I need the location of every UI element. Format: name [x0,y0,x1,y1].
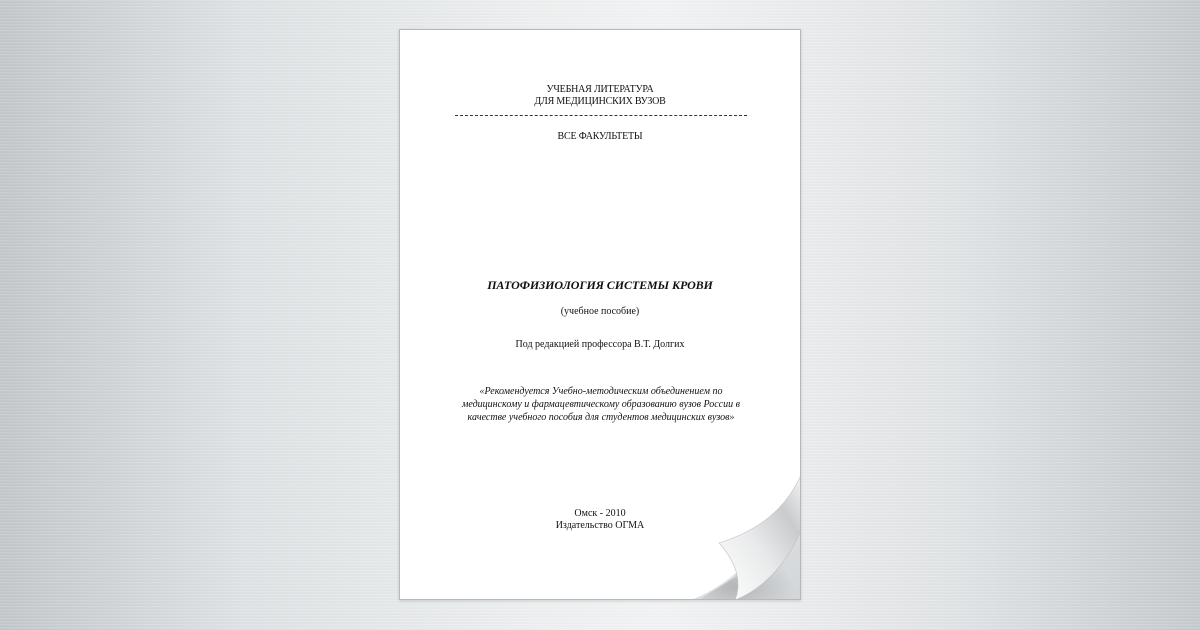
page-curl-icon [691,475,801,600]
faculties-label: ВСЕ ФАКУЛЬТЕТЫ [557,131,643,142]
document-subtitle: (учебное пособие) [560,306,640,317]
document-title: ПАТОФИЗИОЛОГИЯ СИСТЕМЫ КРОВИ [487,278,713,292]
header-divider [455,115,747,116]
publisher-name: Издательство ОГМА [555,520,645,531]
series-label-line2: ДЛЯ МЕДИЦИНСКИХ ВУЗОВ [534,96,666,107]
recommendation-line: качестве учебного пособия для студентов медицинских вузов» [467,412,735,423]
recommendation-line: медицинскому и фармацевтическому образованию вузов России в [462,399,740,410]
recommendation-line: «Рекомендуется Учебно-методическим объединением по [479,386,723,397]
recommendation-note [450,385,752,424]
editor-credit: Под редакцией профессора В.Т. Долгих [515,339,685,350]
document-page [399,29,801,600]
city-year: Омск - 2010 [574,508,626,519]
series-label-line1: УЧЕБНАЯ ЛИТЕРАТУРА [546,84,654,95]
